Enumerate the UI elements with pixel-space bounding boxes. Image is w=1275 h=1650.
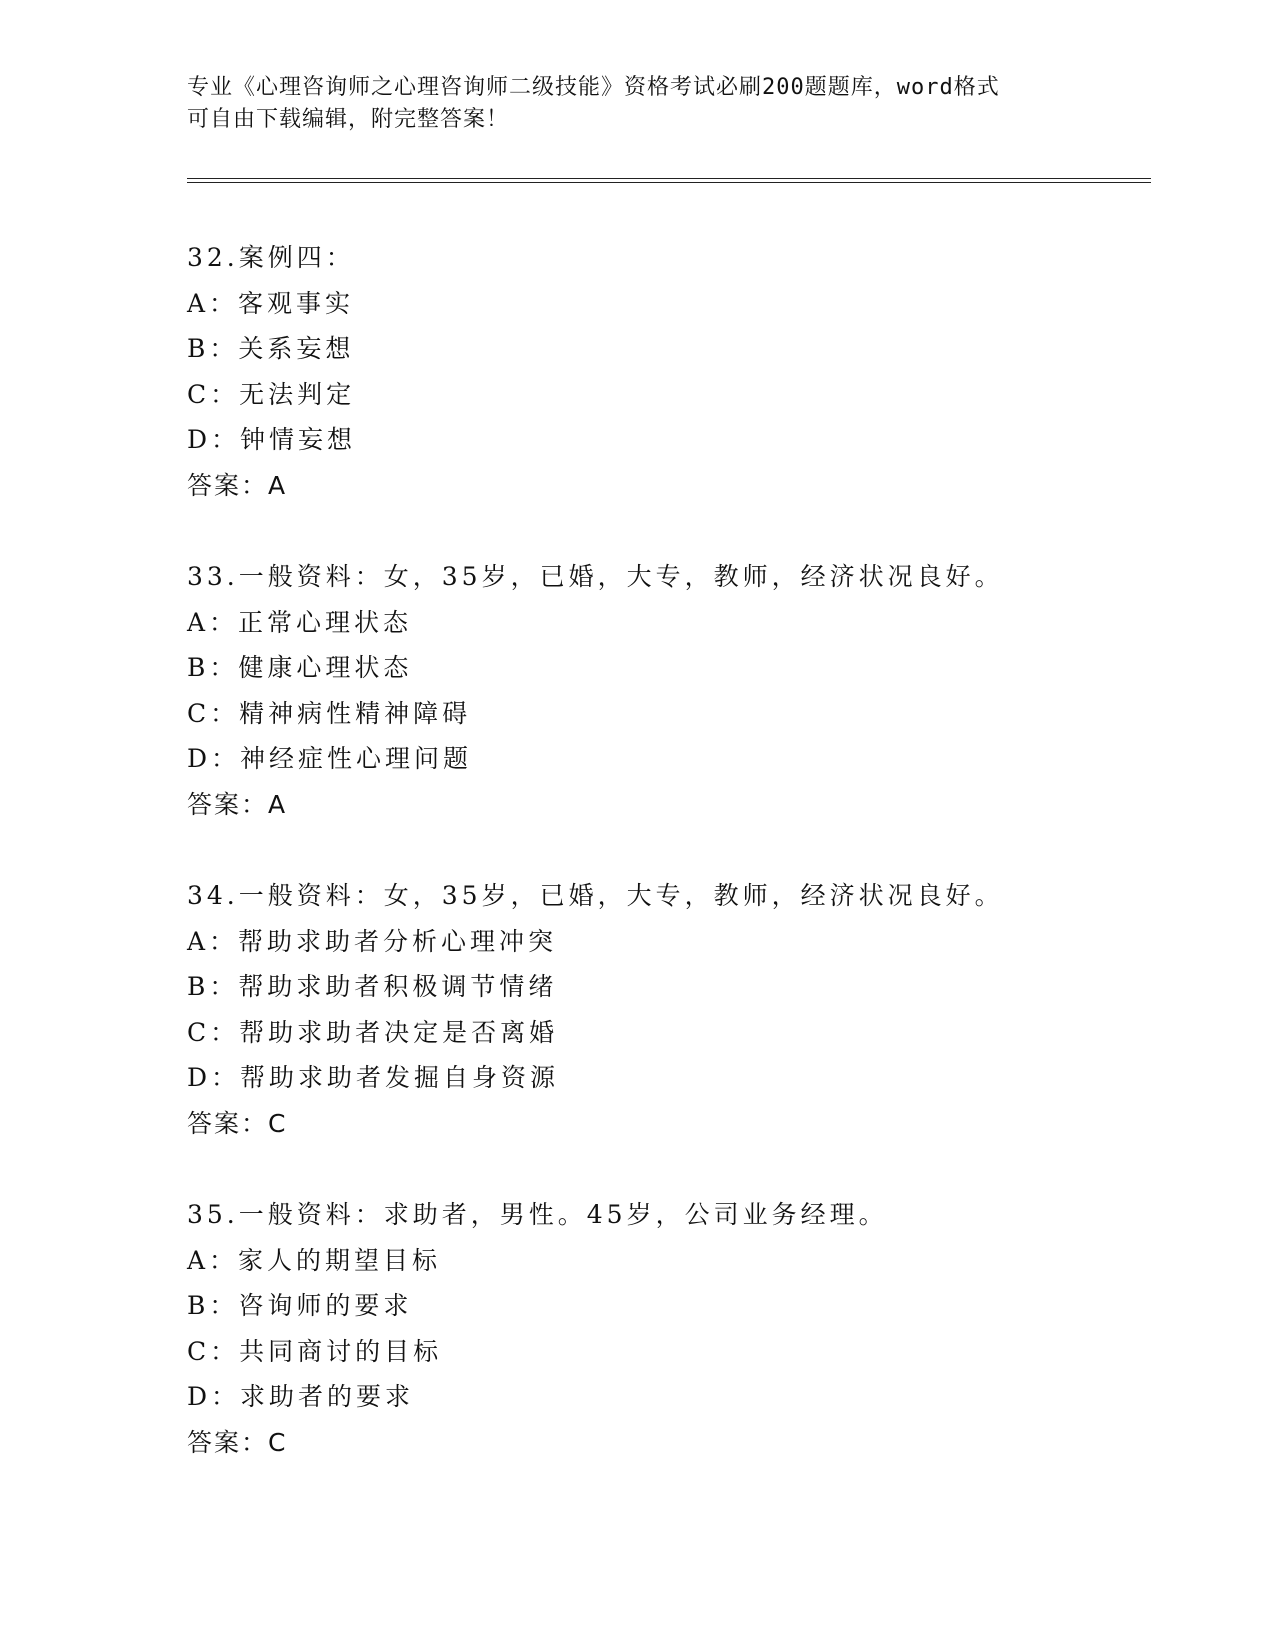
header-line-1: 专业《心理咨询师之心理咨询师二级技能》资格考试必刷200题题库，word格式 bbox=[187, 75, 1000, 100]
option-a: A：帮助求助者分析心理冲突 bbox=[187, 926, 558, 956]
option-a: A：客观事实 bbox=[187, 288, 355, 318]
option-c: C：精神病性精神障碍 bbox=[187, 698, 472, 728]
option-d: D：求助者的要求 bbox=[187, 1382, 415, 1411]
question-stem: 33.一般资料：女，35岁，已婚，大专，教师，经济状况良好。 bbox=[187, 562, 1004, 591]
option-b: B：关系妄想 bbox=[187, 334, 355, 363]
answer-line: 答案：C bbox=[187, 1427, 288, 1457]
option-a: A：正常心理状态 bbox=[187, 607, 413, 637]
answer-line: 答案：C bbox=[187, 1108, 288, 1138]
option-d: D：钟情妄想 bbox=[187, 425, 357, 454]
option-b: B：咨询师的要求 bbox=[187, 1291, 413, 1320]
answer-line: 答案：A bbox=[187, 470, 288, 500]
option-d: D：帮助求助者发掘自身资源 bbox=[187, 1063, 560, 1092]
header-divider-bottom bbox=[187, 182, 1151, 183]
option-b: B：帮助求助者积极调节情绪 bbox=[187, 972, 558, 1001]
option-c: C：帮助求助者决定是否离婚 bbox=[187, 1017, 559, 1047]
document-header bbox=[187, 72, 1087, 136]
question-32 bbox=[187, 235, 1147, 508]
question-34 bbox=[187, 873, 1147, 1146]
header-line-2: 可自由下载编辑，附完整答案！ bbox=[187, 107, 510, 132]
option-d: D：神经症性心理问题 bbox=[187, 744, 473, 773]
option-a: A：家人的期望目标 bbox=[187, 1245, 442, 1275]
option-b: B：健康心理状态 bbox=[187, 653, 413, 682]
answer-line: 答案：A bbox=[187, 789, 288, 819]
question-list bbox=[187, 235, 1147, 1511]
option-c: C：共同商讨的目标 bbox=[187, 1336, 443, 1366]
question-35 bbox=[187, 1192, 1147, 1465]
question-stem: 35.一般资料：求助者，男性。45岁，公司业务经理。 bbox=[187, 1200, 888, 1229]
question-stem: 34.一般资料：女，35岁，已婚，大专，教师，经济状况良好。 bbox=[187, 881, 1004, 910]
question-33 bbox=[187, 554, 1147, 827]
header-divider-top bbox=[187, 178, 1151, 179]
question-stem: 32.案例四： bbox=[187, 243, 355, 272]
option-c: C：无法判定 bbox=[187, 379, 356, 409]
